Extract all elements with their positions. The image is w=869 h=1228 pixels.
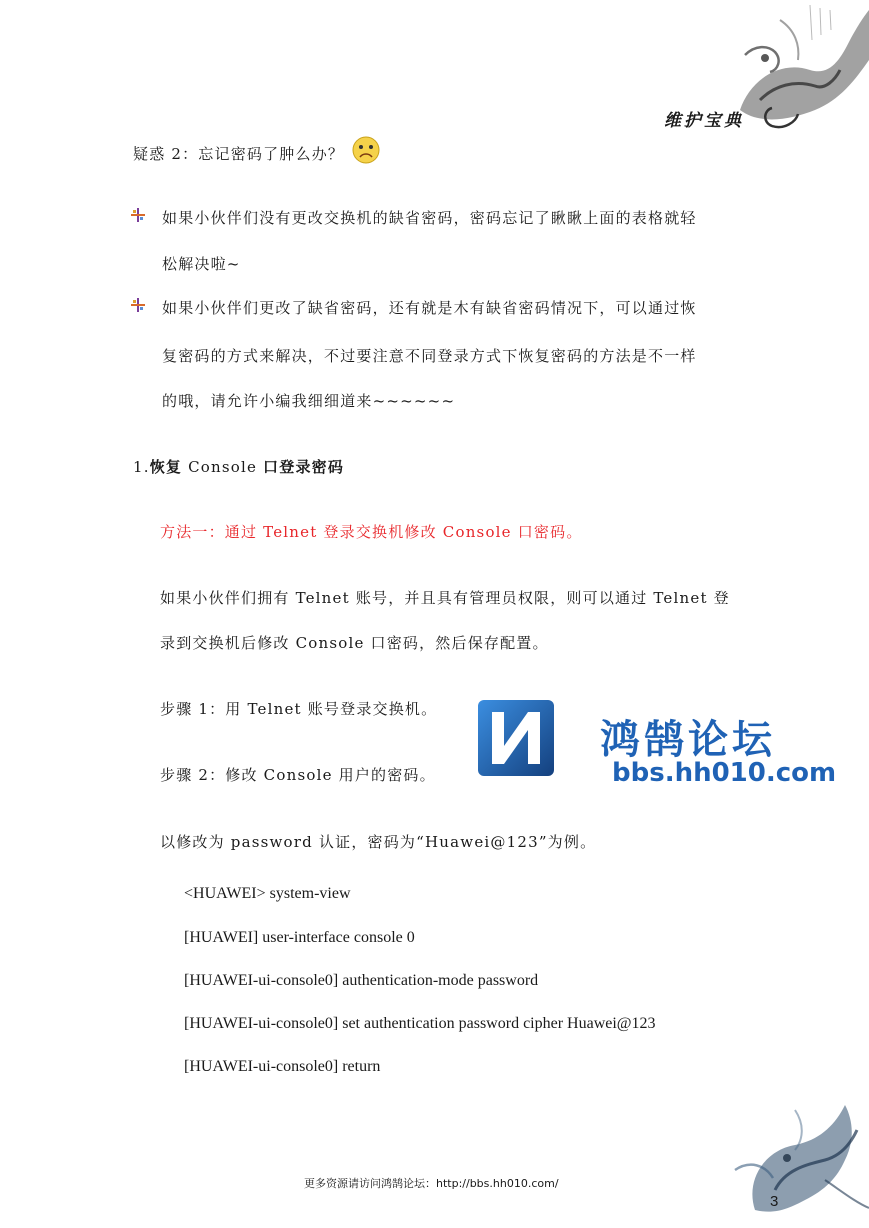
code-line: [HUAWEI-ui-console0] authentication-mode password [184, 972, 539, 989]
bullet-1-line-1: 如果小伙伴们没有更改交换机的缺省密码，密码忘记了瞅瞅上面的表格就轻 [162, 209, 697, 227]
section-title-part-2: Console [182, 458, 264, 476]
watermark-brand-name: 鸿鹄论坛 [600, 717, 776, 763]
question-heading: 疑惑 2：忘记密码了肿么办？ [133, 145, 345, 163]
hh010-logo-icon [478, 700, 554, 776]
bullet-2-line-2: 复密码的方式来解决，不过要注意不同登录方式下恢复密码的方法是不一样 [162, 347, 697, 365]
step-1: 步骤 1：用 Telnet 账号登录交换机。 [160, 700, 438, 718]
footer-text: 更多资源请访问鸿鹄论坛：http://bbs.hh010.com/ [304, 1177, 559, 1190]
code-line: [HUAWEI-ui-console0] set authentication password cipher Huawei@123 [184, 1015, 656, 1032]
code-line: <HUAWEI> system-view [184, 885, 351, 902]
step-2: 步骤 2：修改 Console 用户的密码。 [160, 766, 436, 784]
bullet-2-line-1: 如果小伙伴们更改了缺省密码，还有就是木有缺省密码情况下，可以通过恢 [162, 299, 697, 317]
bullet-icon [131, 208, 145, 222]
section-title-part-3: 口登录密码 [263, 458, 345, 476]
code-line: [HUAWEI] user-interface console 0 [184, 929, 415, 946]
example-sentence: 以修改为 password 认证，密码为“Huawei@123”为例。 [160, 833, 597, 851]
section-title-part-1: 恢复 [149, 458, 183, 476]
sad-face-icon [351, 135, 381, 165]
bullet-1-line-2: 松解决啦~ [162, 255, 241, 273]
page-number: 3 [770, 1193, 779, 1210]
code-line: [HUAWEI-ui-console0] return [184, 1058, 381, 1075]
swirl-icon [760, 104, 800, 130]
intro-line-2: 录到交换机后修改 Console 口密码，然后保存配置。 [160, 634, 549, 652]
header-title: 维护宝典 [664, 111, 744, 131]
intro-line-1: 如果小伙伴们拥有 Telnet 账号，并且具有管理员权限，则可以通过 Telnet 登 [160, 589, 730, 607]
bullet-2-line-3: 的哦，请允许小编我细细道来~~~~~~ [162, 392, 456, 410]
watermark-brand-url: bbs.hh010.com [612, 758, 837, 788]
section-heading [133, 456, 344, 477]
bullet-icon [131, 298, 145, 312]
section-prefix: 1. [133, 458, 150, 476]
dragon-ink-bottom-decoration [725, 1090, 869, 1228]
method-heading: 方法一：通过 Telnet 登录交换机修改 Console 口密码。 [160, 523, 583, 541]
